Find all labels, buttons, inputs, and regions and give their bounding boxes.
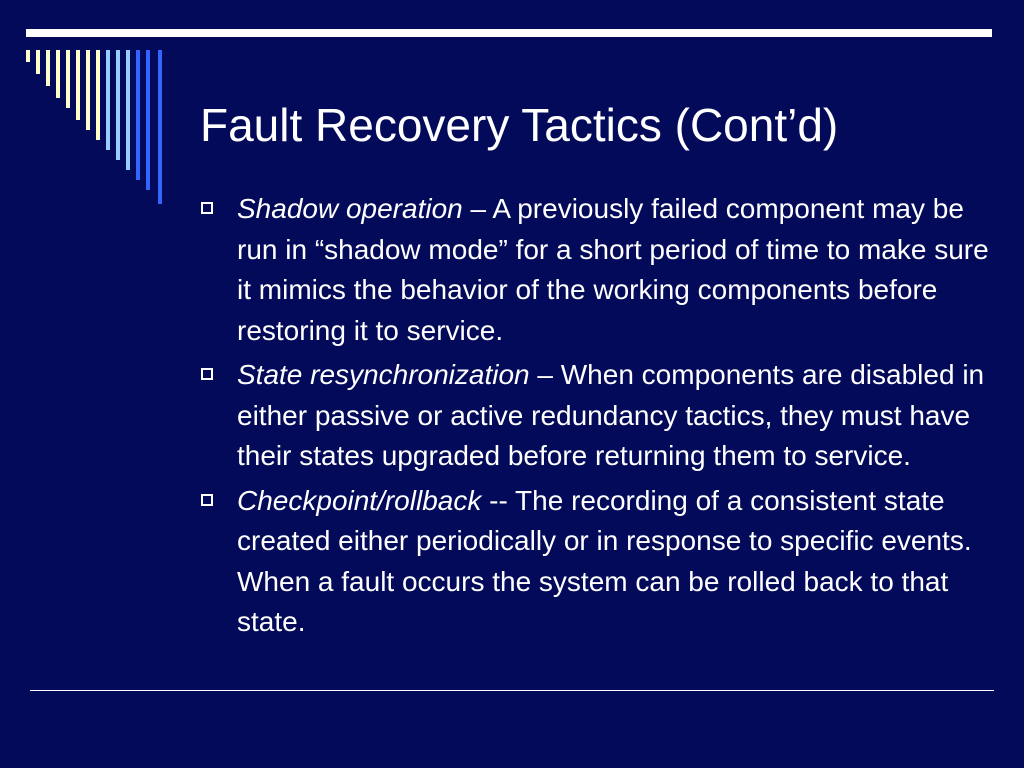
stripe xyxy=(146,50,150,190)
bullet-term: State resynchronization xyxy=(237,359,530,390)
stripe xyxy=(26,50,30,62)
stripe xyxy=(116,50,120,160)
bullet-text: A previously failed component may be run in “shadow mode” for a short period of time to make sure it mimics the behavior of the working components before restoring it to service. xyxy=(237,193,989,346)
stripe xyxy=(76,50,80,120)
stripe xyxy=(66,50,70,108)
bullet-term: Shadow operation xyxy=(237,193,463,224)
hollow-square-bullet-icon xyxy=(201,202,213,214)
bullet-separator: – xyxy=(529,359,561,390)
bullet-term: Checkpoint/rollback xyxy=(237,484,482,516)
bullet-state-resynchronization xyxy=(200,355,1010,477)
bottom-rule xyxy=(30,690,994,691)
stripe xyxy=(56,50,60,98)
slide-title: Fault Recovery Tactics (Cont’d) xyxy=(200,99,839,151)
stripe xyxy=(46,50,50,86)
stripe xyxy=(126,50,130,170)
bullet-separator: -- xyxy=(481,484,516,516)
stripe xyxy=(136,50,140,180)
stripe xyxy=(96,50,100,140)
bullet-shadow-operation xyxy=(200,189,1010,351)
bullet-list xyxy=(200,189,1010,647)
stripe xyxy=(158,50,162,204)
hollow-square-bullet-icon xyxy=(201,494,213,506)
bullet-text: The recording of a consistent state created either periodically or in response to specific events. When a fault occurs the system can be rolled back to that state. xyxy=(237,484,972,637)
bullet-separator: – xyxy=(462,193,493,224)
top-rule xyxy=(26,29,992,37)
stripe xyxy=(106,50,110,150)
hollow-square-bullet-icon xyxy=(201,368,213,380)
decorative-stripes xyxy=(26,50,166,210)
bullet-checkpoint-rollback xyxy=(200,481,1010,643)
bullet-text: When components are disabled in either passive or active redundancy tactics, they must have their states upgraded before returning them to service. xyxy=(237,359,985,471)
stripe xyxy=(86,50,90,130)
stripe xyxy=(36,50,40,74)
